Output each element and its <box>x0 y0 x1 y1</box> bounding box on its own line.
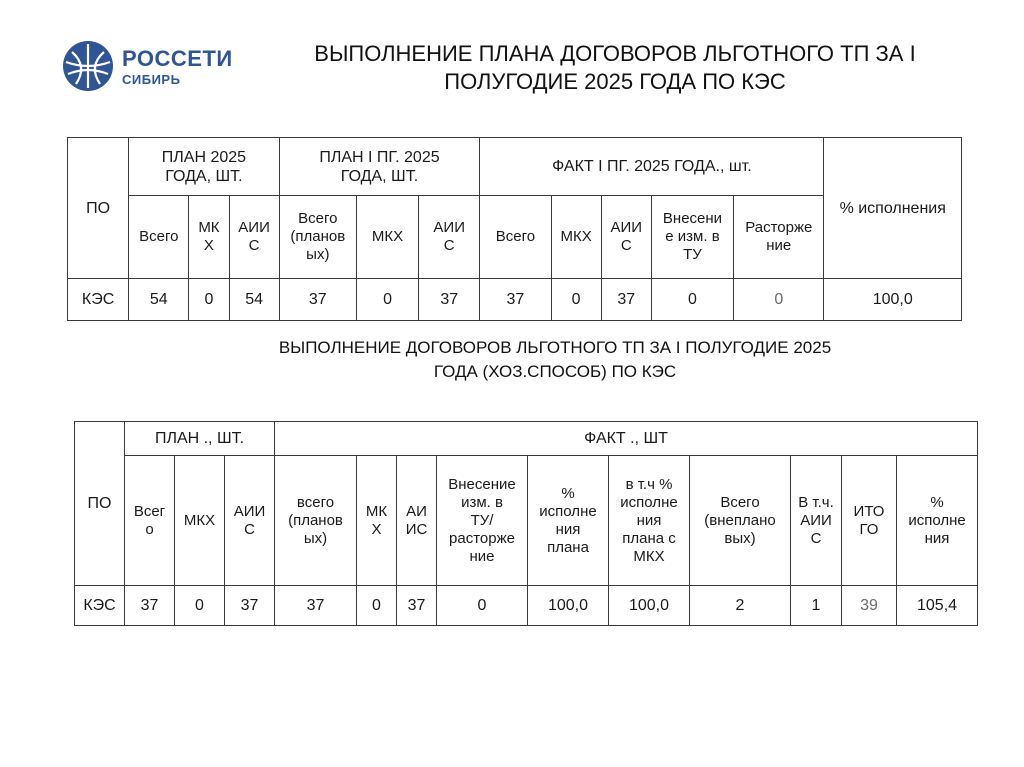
subheader-vsego-plan <box>275 456 357 586</box>
header-plan-year-line: ГОДА, ШТ. <box>165 167 243 185</box>
table-cell: 37 <box>279 279 356 321</box>
table-cell: 0 <box>651 279 733 321</box>
subheader-line: С <box>620 237 632 254</box>
subheader-line: МК <box>198 219 220 236</box>
subheader-percent <box>897 456 978 586</box>
subheader-line: плана с <box>622 529 676 547</box>
subheader-line: % <box>930 493 944 511</box>
subheader-line: ых) <box>303 529 328 547</box>
page-title <box>255 40 975 96</box>
subheader-line: С <box>248 237 260 254</box>
header-percent: % исполнения <box>824 138 962 279</box>
subheader-rastorzhenie <box>734 196 824 279</box>
subheader-line: плана <box>547 538 589 556</box>
page-title-line-2: ПОЛУГОДИЕ 2025 ГОДА ПО КЭС <box>444 69 786 94</box>
company-logo <box>62 40 242 96</box>
table-cell: 0 <box>437 586 528 626</box>
subheader-line: АИИ <box>233 502 266 520</box>
page-title-line-1: ВЫПОЛНЕНИЕ ПЛАНА ДОГОВОРОВ ЛЬГОТНОГО ТП ЗА I <box>314 41 916 66</box>
subheader-line: расторже <box>449 529 515 547</box>
subheader-line: Х <box>371 520 382 538</box>
subheader-vtch-aiis <box>791 456 842 586</box>
table-cell: 54 <box>129 279 189 321</box>
subheader-line: С <box>810 529 822 547</box>
table-cell: 37 <box>480 279 551 321</box>
subheader-aiis <box>229 196 279 279</box>
subheader-line: АИИ <box>433 219 465 236</box>
subheader-line: исполне <box>539 502 597 520</box>
header-plan: ПЛАН ., ШТ. <box>125 422 275 456</box>
table-cell: 1 <box>791 586 842 626</box>
table-cell: 100,0 <box>824 279 962 321</box>
subheader-pct-plan <box>528 456 609 586</box>
table-cell: 37 <box>419 279 480 321</box>
table-cell: 54 <box>229 279 279 321</box>
subheader-line: Х <box>203 237 214 254</box>
table-cell: 100,0 <box>609 586 690 626</box>
subheader-line: исполне <box>908 511 966 529</box>
subheader-line: Внесение <box>448 475 516 493</box>
subheader-vnesenie <box>651 196 733 279</box>
subheader-vsego <box>125 456 175 586</box>
table-cell: 37 <box>397 586 437 626</box>
hoz-method-table <box>74 421 978 626</box>
subheader-line: В т.ч. <box>798 493 834 511</box>
subheader-mkh-plan: МКХ <box>356 196 418 279</box>
subheader-vsego-vneplan <box>690 456 791 586</box>
subheader-mkh-fact: МКХ <box>551 196 601 279</box>
subheader-line: АИИ <box>610 219 643 236</box>
subheader-line: Всего <box>298 210 338 227</box>
subheader-line: (планов <box>290 228 346 245</box>
subheader-mkh <box>189 196 229 279</box>
subheader-line: ние <box>766 237 792 254</box>
subheader-line: ГО <box>859 520 879 538</box>
header-po: ПО <box>68 138 129 279</box>
header-fact-half: ФАКТ I ПГ. 2025 ГОДА., шт. <box>480 138 824 196</box>
table-cell: 0 <box>356 279 418 321</box>
subheader-line: е изм. в <box>665 228 720 245</box>
subheader-mkh: МКХ <box>175 456 225 586</box>
subheader-line: исполне <box>620 493 678 511</box>
subheader-line: ых) <box>306 246 330 263</box>
subheader-line: С <box>244 520 255 538</box>
subheader-line: ние <box>469 547 495 565</box>
subheader-line: вых) <box>724 529 756 547</box>
subheader-itogo <box>842 456 897 586</box>
section-title-line-1: ВЫПОЛНЕНИЕ ДОГОВОРОВ ЛЬГОТНОГО ТП ЗА I ПОЛУГОДИЕ 2025 <box>278 338 832 357</box>
subheader-line: ния <box>555 520 581 538</box>
table-cell: 0 <box>734 279 824 321</box>
table-cell: 0 <box>175 586 225 626</box>
subheader-line: МКХ <box>633 547 665 565</box>
logo-subtitle: СИБИРЬ <box>122 72 181 87</box>
table-cell: 0 <box>189 279 229 321</box>
subheader-line: С <box>443 237 455 254</box>
subheader-line: АИИ <box>800 511 832 529</box>
subheader-line: АИИ <box>238 219 270 236</box>
subheader-vsego: Всего <box>129 196 189 279</box>
table-cell: 0 <box>357 586 397 626</box>
subheader-line: Внесени <box>662 210 723 227</box>
subheader-line: ния <box>924 529 950 547</box>
subheader-line: ния <box>636 511 662 529</box>
subheader-aiis-fact <box>397 456 437 586</box>
subheader-line: ИТО <box>853 502 885 520</box>
subheader-line: (внеплано <box>704 511 776 529</box>
header-plan-year <box>129 138 279 196</box>
subheader-line: ИС <box>405 520 428 538</box>
header-po: ПО <box>75 422 125 586</box>
section-title <box>205 336 905 384</box>
table-cell: 39 <box>842 586 897 626</box>
table-row <box>68 279 962 321</box>
logo-emblem-icon <box>62 40 114 92</box>
section-title-line-2: ГОДА (ХОЗ.СПОСОБ) ПО КЭС <box>433 362 677 381</box>
subheader-line: Всего <box>720 493 760 511</box>
table-row <box>75 586 978 626</box>
subheader-pct-plan-mkh <box>609 456 690 586</box>
table-cell: 2 <box>690 586 791 626</box>
subheader-line: ТУ/ <box>470 511 494 529</box>
table-cell: 100,0 <box>528 586 609 626</box>
subheader-line: ТУ <box>683 246 702 263</box>
logo-name: РОССЕТИ <box>122 46 233 71</box>
subheader-line: (планов <box>288 511 343 529</box>
table-cell: 105,4 <box>897 586 978 626</box>
row-label: КЭС <box>75 586 125 626</box>
table-cell: 37 <box>225 586 275 626</box>
subheader-mkh-fact <box>357 456 397 586</box>
subheader-line: в т.ч % <box>625 475 673 493</box>
subheader-line: о <box>145 520 154 538</box>
plan-execution-table <box>67 137 962 321</box>
header-plan-year-line: ПЛАН 2025 <box>161 148 247 166</box>
row-label: КЭС <box>68 279 129 321</box>
subheader-vnesenie <box>437 456 528 586</box>
table-cell: 37 <box>275 586 357 626</box>
header-plan-half-line: ГОДА, ШТ. <box>340 167 419 185</box>
header-plan-half-line: ПЛАН I ПГ. 2025 <box>319 148 440 166</box>
subheader-vsego-fact: Всего <box>480 196 551 279</box>
subheader-aiis-fact <box>601 196 651 279</box>
header-plan-half <box>279 138 480 196</box>
subheader-line: изм. в <box>461 493 503 511</box>
table-cell: 0 <box>551 279 601 321</box>
subheader-vsego-plan <box>279 196 356 279</box>
subheader-line: АИ <box>406 502 427 520</box>
subheader-line: Всег <box>133 502 166 520</box>
subheader-line: МК <box>365 502 388 520</box>
subheader-aiis <box>225 456 275 586</box>
table-cell: 37 <box>601 279 651 321</box>
subheader-aiis-plan <box>419 196 480 279</box>
header-fact: ФАКТ ., ШТ <box>275 422 978 456</box>
table-cell: 37 <box>125 586 175 626</box>
subheader-line: Расторже <box>745 219 813 236</box>
subheader-line: всего <box>296 493 335 511</box>
subheader-line: % <box>561 484 575 502</box>
